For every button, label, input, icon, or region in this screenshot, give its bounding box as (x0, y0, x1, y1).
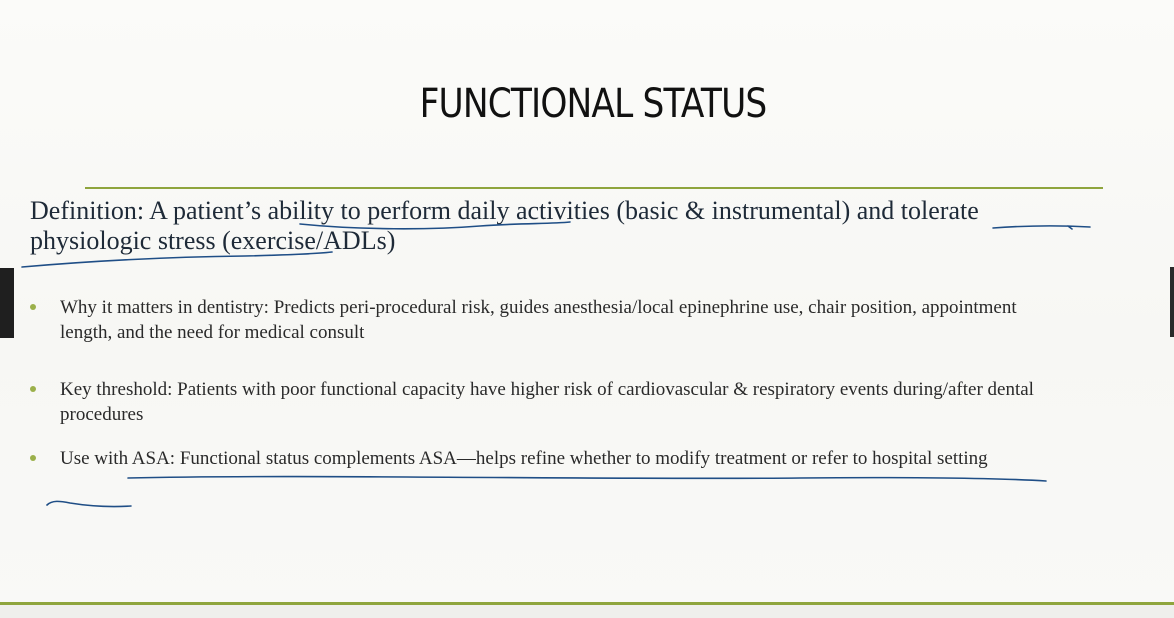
list-item (60, 295, 1050, 345)
bullet-dot-icon (30, 386, 36, 392)
footer-band (0, 605, 1174, 618)
bullet-text: Why it matters in dentistry: Predicts peri-procedural risk, guides anesthesia/local epinephrine use, chair position, appointment length, and the need for medical consult (60, 297, 1017, 343)
list-item (60, 377, 1050, 427)
bullet-dot-icon (30, 304, 36, 310)
definition-line-2: physiologic stress (exercise/ADLs) (30, 226, 396, 255)
bullet-text: Use with ASA: Functional status complements ASA—helps refine whether to modify treatment or refer to hospital setting (60, 448, 988, 469)
slide-title: FUNCTIONAL STATUS (419, 81, 767, 127)
bullet-dot-icon (30, 455, 36, 461)
definition-line-1: Definition: A patient’s ability to perform daily activities (basic & instrumental) and tolerate (30, 196, 979, 225)
list-item (60, 446, 1050, 471)
bullet-text: Key threshold: Patients with poor functional capacity have higher risk of cardiovascular & respiratory events during/after dental procedures (60, 379, 1034, 425)
